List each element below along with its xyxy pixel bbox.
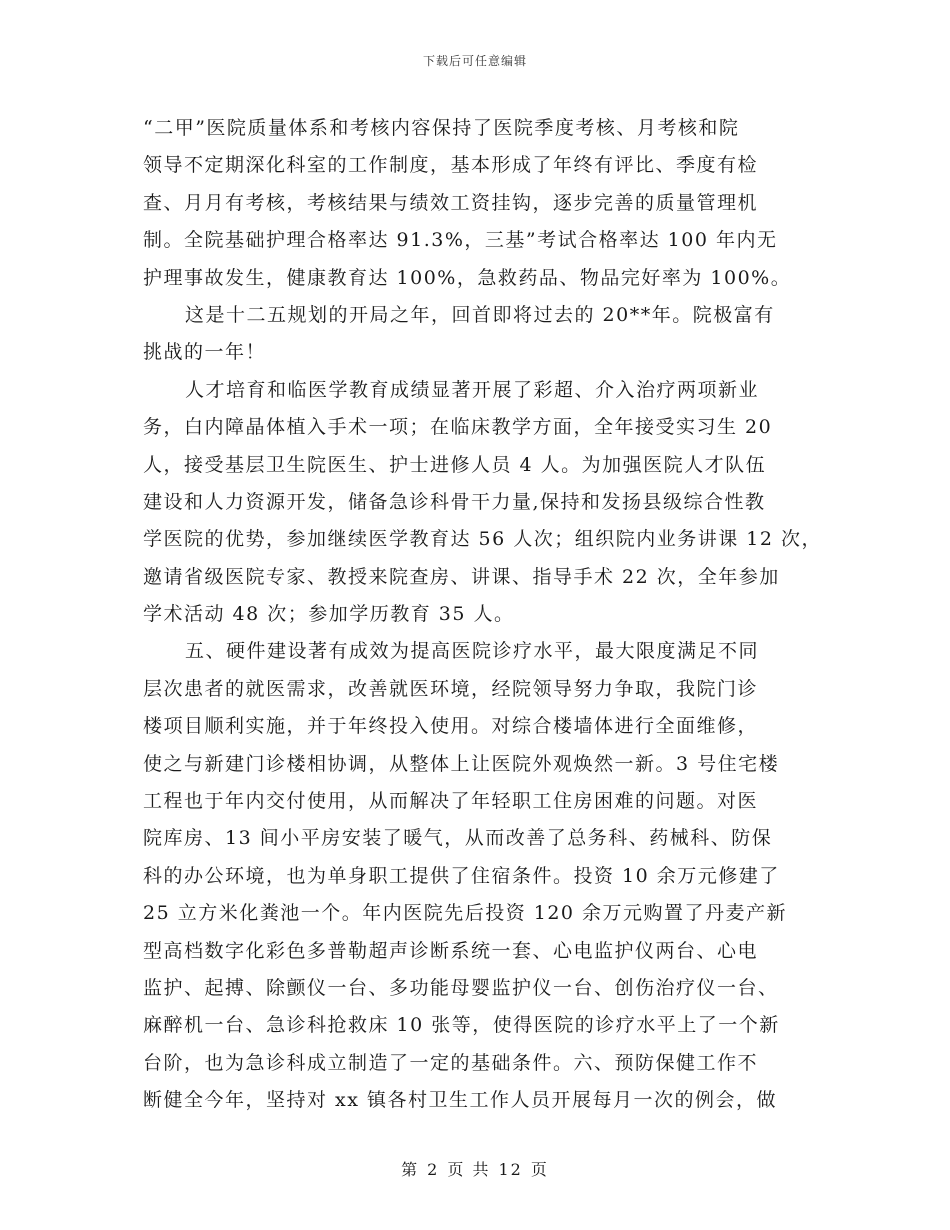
- body-line: 建设和人力资源开发，储备急诊科骨干力量,保持和发扬县级综合性教: [143, 490, 766, 513]
- footer-middle: 页 共: [447, 1160, 491, 1179]
- body-line: 科的办公环境，也为单身职工提供了住宿条件。投资 10 余万元修建了: [143, 864, 780, 887]
- body-line: 台阶，也为急诊科成立制造了一定的基础条件。六、预防保健工作不: [143, 1051, 759, 1074]
- body-line: 使之与新建门诊楼相协调，从整体上让医院外观焕然一新。3 号住宅楼: [143, 752, 780, 775]
- document-body: [143, 110, 833, 1120]
- paragraph-start-line: 人才培育和临医学教育成绩显著开展了彩超、介入治疗两项新业: [185, 378, 760, 401]
- footer-suffix: 页: [530, 1160, 549, 1179]
- body-line: 工程也于年内交付使用，从而解决了年轻职工住房困难的问题。对医: [143, 790, 759, 813]
- body-line: 学术活动 48 次；参加学历教育 35 人。: [143, 603, 515, 626]
- body-line: 学医院的优势，参加继续医学教育达 56 人次；组织院内业务讲课 12 次，: [143, 528, 823, 551]
- body-line: 领导不定期深化科室的工作制度，基本形成了年终有评比、季度有检: [143, 154, 759, 177]
- body-line: 护理事故发生，健康教育达 100%，急救药品、物品完好率为 100%。: [143, 266, 792, 289]
- body-line: 人，接受基层卫生院医生、护士进修人员 4 人。为加强医院人才队伍: [143, 453, 767, 476]
- footer-prefix: 第: [401, 1160, 420, 1179]
- body-line: 层次患者的就医需求，改善就医环境，经院领导努力争取，我院门诊: [143, 677, 759, 700]
- body-line: 务，白内障晶体植入手术一项；在临床教学方面，全年接受实习生 20: [143, 416, 773, 439]
- body-line: 院库房、13 间小平房安装了暖气，从而改善了总务科、药械科、防保: [143, 827, 773, 850]
- body-line: 挑战的一年！: [143, 341, 267, 364]
- paragraph-start-line: 这是十二五规划的开局之年，回首即将过去的 20**年。院极富有: [185, 303, 775, 326]
- body-line: “二甲”医院质量体系和考核内容保持了医院季度考核、月考核和院: [143, 117, 740, 139]
- body-line: 监护、起搏、除颤仪一台、多功能母婴监护仪一台、创伤治疗仪一台、: [143, 976, 779, 999]
- total-pages-number: 12: [498, 1160, 523, 1179]
- body-line: 麻醉机一台、急诊科抢救床 10 张等，使得医院的诊疗水平上了一个新: [143, 1014, 780, 1037]
- body-line: 25 立方米化粪池一个。年内医院先后投资 120 余万元购置了丹麦产新: [143, 902, 788, 925]
- body-line: 断健全今年，坚持对 xx 镇各村卫生工作人员开展每月一次的例会，做: [143, 1089, 778, 1112]
- body-line: 查、月月有考核，考核结果与绩效工资挂钩，逐步完善的质量管理机: [143, 191, 759, 214]
- body-line: 型高档数字化彩色多普勒超声诊断系统一套、心电监护仪两台、心电: [143, 939, 759, 962]
- body-line: 制。全院基础护理合格率达 91.3%，三基”考试合格率达 100 年内无: [143, 229, 778, 252]
- body-line: 楼项目顺利实施，并于年终投入使用。对综合楼墙体进行全面维修，: [143, 715, 759, 738]
- page-header: 下载后可任意编辑: [422, 54, 527, 68]
- current-page-number: 2: [427, 1160, 440, 1179]
- paragraph-start-line: 五、硬件建设著有成效为提高医院诊疗水平，最大限度满足不同: [185, 640, 760, 663]
- body-line: 邀请省级医院专家、教授来院查房、讲课、指导手术 22 次，全年参加: [143, 565, 780, 588]
- page-footer: [0, 1157, 950, 1180]
